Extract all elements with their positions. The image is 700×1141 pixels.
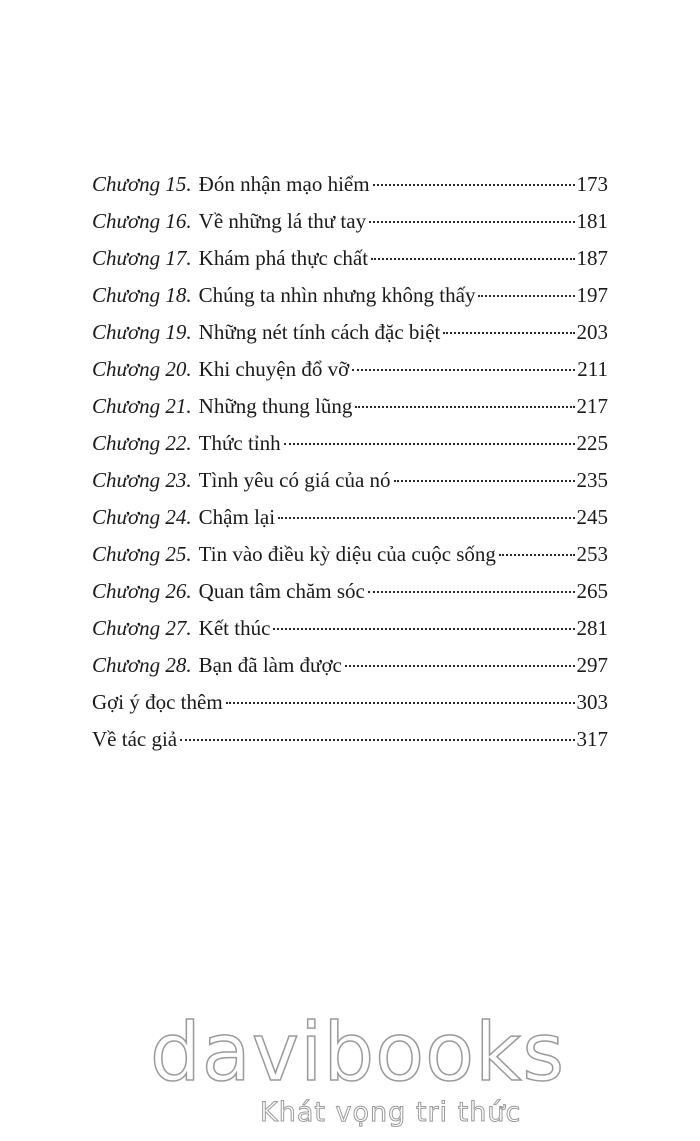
dot-leader <box>352 369 575 371</box>
page-number: 211 <box>577 357 608 381</box>
chapter-label: Chương 17. <box>92 246 192 270</box>
watermark-brand: davibooks <box>150 1006 566 1099</box>
toc-row-chapter-18 <box>92 277 608 314</box>
chapter-label: Chương 23. <box>92 468 192 492</box>
dot-leader <box>373 184 575 186</box>
toc-row-chapter-17 <box>92 240 608 277</box>
chapter-title: Thức tỉnh <box>198 431 281 455</box>
chapter-title: Tin vào điều kỳ diệu của cuộc sống <box>198 542 496 566</box>
chapter-label: Chương 28. <box>92 653 192 677</box>
dot-leader <box>345 665 575 667</box>
toc-row-chapter-25 <box>92 536 608 573</box>
publisher-watermark <box>150 1006 566 1138</box>
toc-row-chapter-23 <box>92 462 608 499</box>
page-number: 253 <box>576 542 608 566</box>
chapter-label: Chương 27. <box>92 616 192 640</box>
table-of-contents <box>92 166 608 758</box>
toc-row-chapter-16 <box>92 203 608 240</box>
chapter-label: Chương 16. <box>92 209 192 233</box>
chapter-title: Những thung lũng <box>198 394 353 418</box>
entry-title: Về tác giả <box>92 727 178 751</box>
toc-row-further-reading <box>92 684 608 721</box>
dot-leader <box>443 332 574 334</box>
toc-row-chapter-28 <box>92 647 608 684</box>
dot-leader <box>368 591 575 593</box>
page-number: 173 <box>576 172 608 196</box>
chapter-label: Chương 25. <box>92 542 192 566</box>
toc-row-chapter-19 <box>92 314 608 351</box>
page-number: 317 <box>576 727 608 751</box>
chapter-title: Quan tâm chăm sóc <box>198 579 365 603</box>
page-number: 281 <box>576 616 608 640</box>
page-number: 181 <box>576 209 608 233</box>
page-number: 265 <box>576 579 608 603</box>
page-number: 303 <box>576 690 608 714</box>
page-number: 187 <box>576 246 608 270</box>
toc-row-chapter-27 <box>92 610 608 647</box>
dot-leader <box>478 295 574 297</box>
dot-leader <box>284 443 575 445</box>
toc-row-chapter-26 <box>92 573 608 610</box>
dot-leader <box>369 221 574 223</box>
page-number: 225 <box>576 431 608 455</box>
chapter-title: Khám phá thực chất <box>198 246 369 270</box>
page-number: 197 <box>576 283 608 307</box>
toc-row-chapter-15 <box>92 166 608 203</box>
watermark-tagline: Khát vọng tri thức <box>260 1097 522 1128</box>
toc-row-chapter-21 <box>92 388 608 425</box>
page-number: 235 <box>576 468 608 492</box>
dot-leader <box>273 628 574 630</box>
chapter-label: Chương 19. <box>92 320 192 344</box>
toc-row-about-author <box>92 721 608 758</box>
chapter-label: Chương 26. <box>92 579 192 603</box>
page-number: 217 <box>576 394 608 418</box>
dot-leader <box>278 517 574 519</box>
toc-row-chapter-24 <box>92 499 608 536</box>
chapter-title: Bạn đã làm được <box>198 653 342 677</box>
chapter-title: Về những lá thư tay <box>198 209 367 233</box>
dot-leader <box>180 739 574 741</box>
toc-row-chapter-20 <box>92 351 608 388</box>
chapter-label: Chương 22. <box>92 431 192 455</box>
dot-leader <box>499 554 575 556</box>
dot-leader <box>371 258 574 260</box>
chapter-title: Chúng ta nhìn nhưng không thấy <box>198 283 476 307</box>
chapter-title: Đón nhận mạo hiểm <box>198 172 370 196</box>
dot-leader <box>394 480 575 482</box>
entry-title: Gợi ý đọc thêm <box>92 690 223 714</box>
chapter-title: Kết thúc <box>198 616 271 640</box>
page-number: 203 <box>576 320 608 344</box>
chapter-label: Chương 18. <box>92 283 192 307</box>
chapter-title: Chậm lại <box>198 505 276 529</box>
page-number: 297 <box>576 653 608 677</box>
chapter-label: Chương 15. <box>92 172 192 196</box>
chapter-label: Chương 20. <box>92 357 192 381</box>
dot-leader <box>355 406 574 408</box>
chapter-label: Chương 24. <box>92 505 192 529</box>
chapter-label: Chương 21. <box>92 394 192 418</box>
chapter-title: Khi chuyện đổ vỡ <box>198 357 350 381</box>
page-number: 245 <box>576 505 608 529</box>
chapter-title: Tình yêu có giá của nó <box>198 468 391 492</box>
toc-row-chapter-22 <box>92 425 608 462</box>
dot-leader <box>226 702 575 704</box>
chapter-title: Những nét tính cách đặc biệt <box>198 320 441 344</box>
